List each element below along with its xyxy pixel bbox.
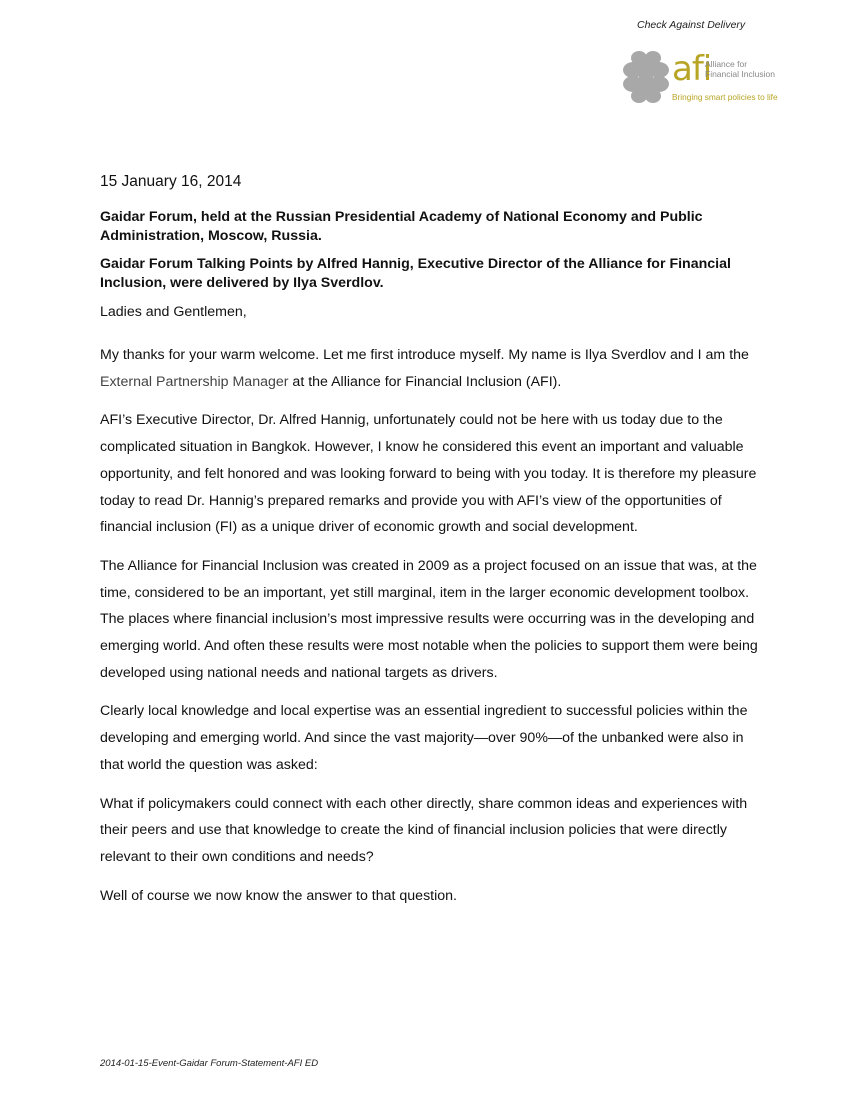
document-date: 15 January 16, 2014 — [100, 173, 242, 190]
logo-abbr: afi — [672, 49, 712, 89]
logo-name-line1: Alliance for — [705, 59, 748, 69]
salutation: Ladies and Gentlemen, — [100, 304, 247, 320]
logo-org-name — [705, 59, 775, 79]
intro-text-start: My thanks for your warm welcome. Let me first introduce myself. My name is Ilya Sverdlov and I am the — [100, 347, 749, 363]
document-body — [100, 208, 760, 921]
paragraph-history: The Alliance for Financial Inclusion was created in 2009 as a project focused on an issue that was, at the time, considered to be an important, yet still marginal, item in the larger economic development toolbox. The places where financial inclusion’s most impressive results were occurring was in the developing and emerging world. And often these results were most notable when the policies to support them were being developed using national needs and national targets as drivers. — [100, 557, 758, 681]
heading-event: Gaidar Forum, held at the Russian Presidential Academy of National Economy and Public Administration, Moscow, Russia. — [100, 209, 703, 244]
logo-name-line2: Financial Inclusion — [705, 69, 775, 79]
paragraph-local-knowledge: Clearly local knowledge and local expertise was an essential ingredient to successful policies within the developing and emerging world. And since the vast majority—over 90%—of the unbanked were also in that world the question was asked: — [100, 703, 748, 773]
paragraph-question: What if policymakers could connect with each other directly, share common ideas and experiences with their peers and use that knowledge to create the kind of financial inclusion policies that were directly relevant to their own conditions and needs? — [100, 795, 748, 865]
brain-logo-icon — [622, 50, 670, 104]
footer-filename: 2014-01-15-Event-Gaidar Forum-Statement-AFI ED — [100, 1058, 319, 1069]
intro-text-end: at the Alliance for Financial Inclusion (AFI). — [288, 373, 562, 390]
afi-logo — [622, 50, 792, 106]
check-against-delivery-label: Check Against Delivery — [637, 19, 746, 31]
logo-tagline: Bringing smart policies to life — [672, 92, 778, 102]
paragraph-absence: AFI’s Executive Director, Dr. Alfred Hannig, unfortunately could not be here with us today due to the complicated situation in Bangkok. However, I know he considered this event an important and valuable opportunity, and felt honored and was looking forward to being with you today. It is therefore my pleasure today to read Dr. Hannig’s prepared remarks and provide you with AFI’s view of the opportunities of financial inclusion (FI) as a unique driver of economic growth and social development. — [100, 412, 757, 536]
paragraph-intro — [100, 342, 760, 395]
paragraph-answer: Well of course we now know the answer to that question. — [100, 887, 457, 904]
speaker-role: External Partnership Manager — [100, 373, 289, 390]
heading-speaker: Gaidar Forum Talking Points by Alfred Hannig, Executive Director of the Alliance for Financial Inclusion, were delivered by Ilya Sverdlov. — [100, 256, 731, 291]
